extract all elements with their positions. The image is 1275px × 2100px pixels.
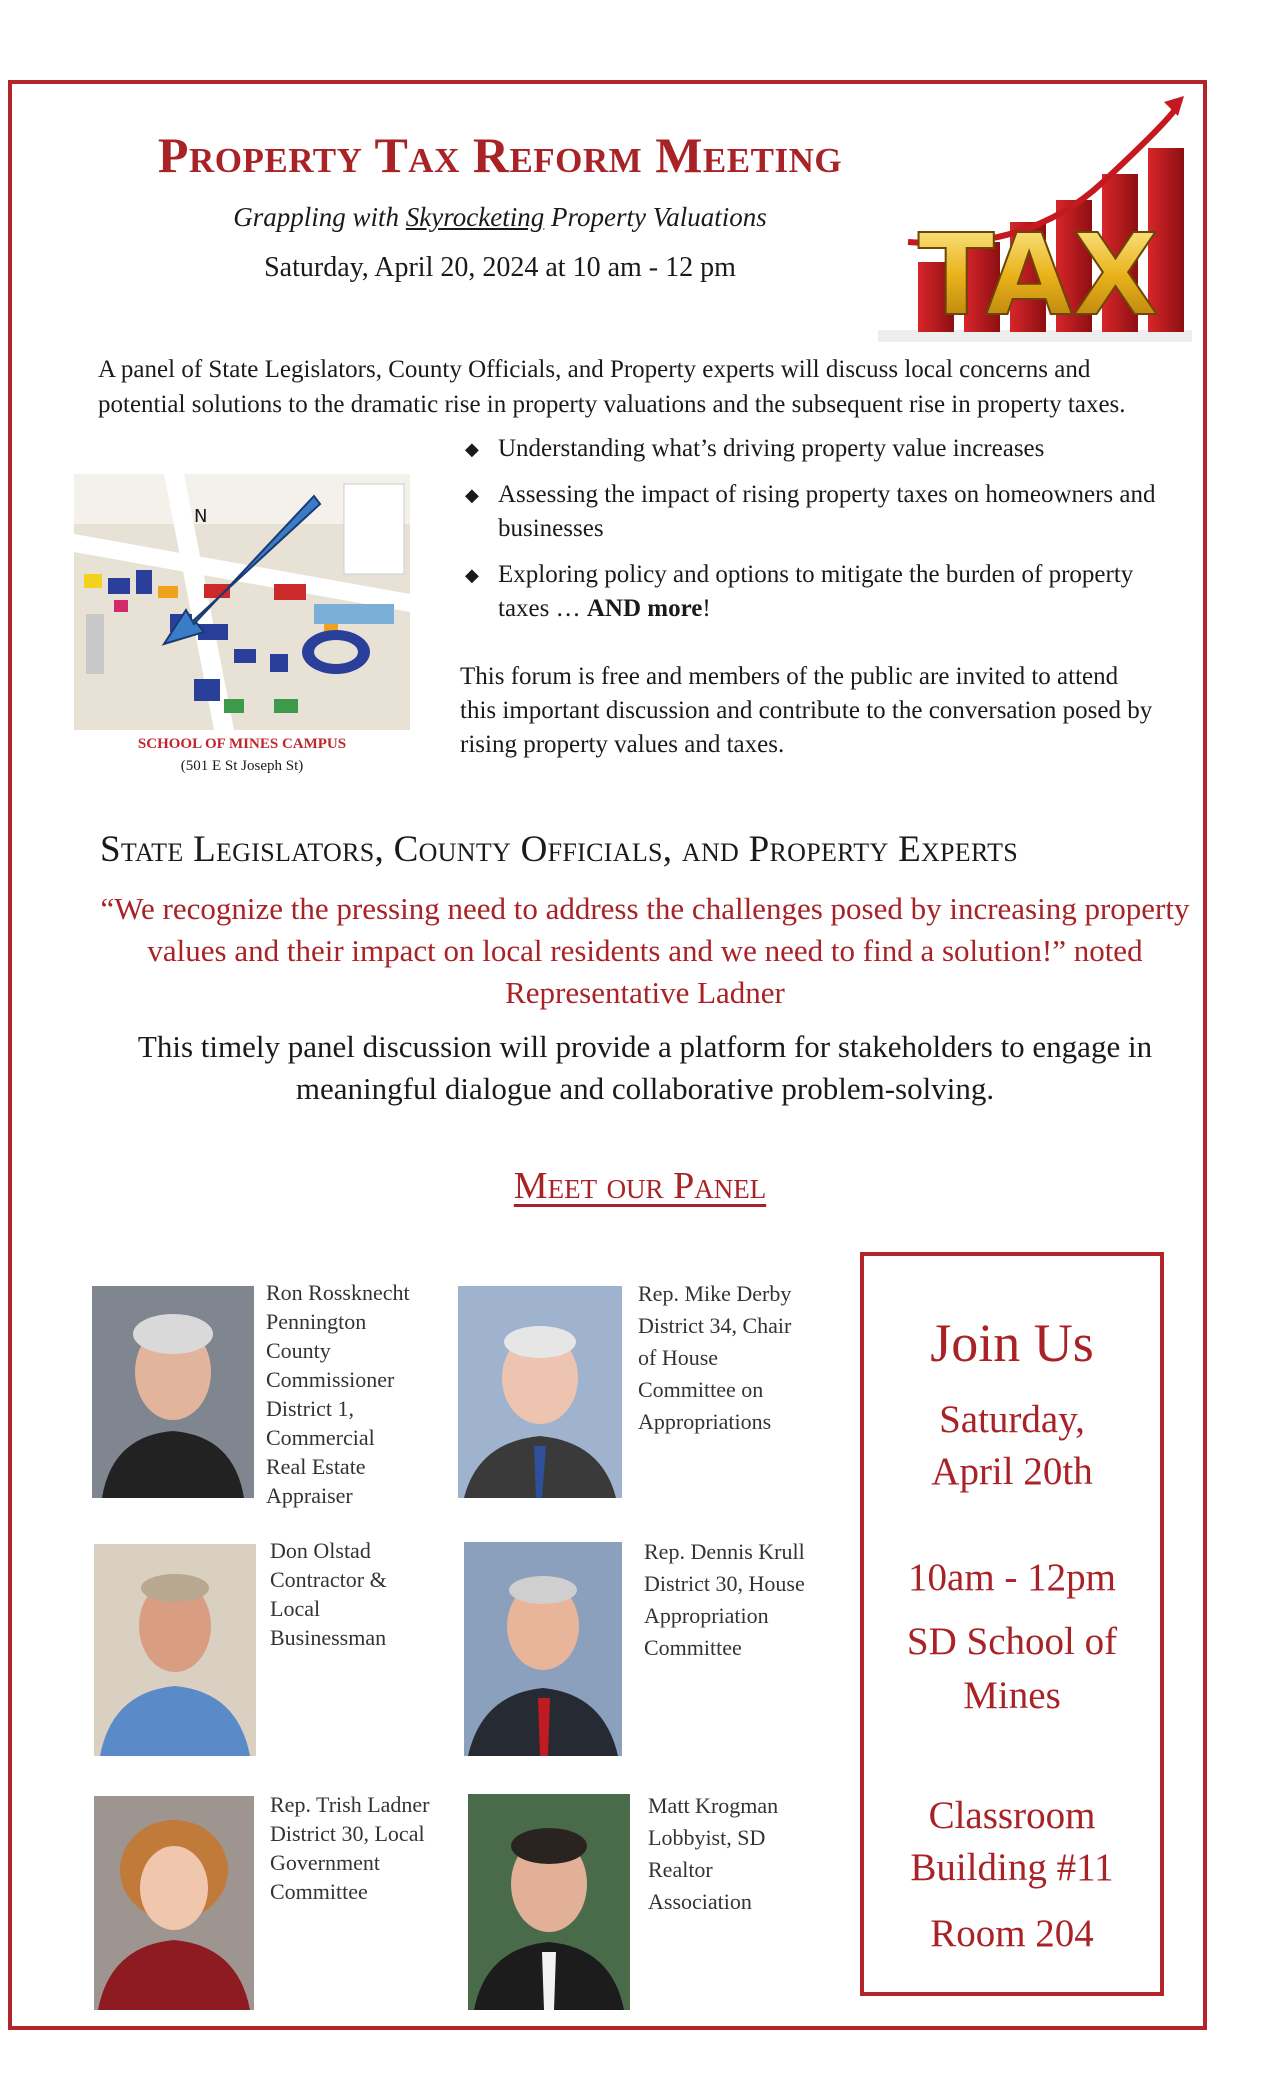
panelist-bio: Rep. Trish Ladner District 30, Local Government Committee [270, 1792, 430, 1904]
panelist-bio: Don Olstad Contractor & Local Businessman [270, 1538, 387, 1650]
campus-map-image [74, 474, 410, 730]
intro-paragraph: A panel of State Legislators, County Officials, and Property experts will discuss local concerns and potential solutions to the dramatic rise in property valuations and the subsequent rise in property taxes. [98, 356, 1126, 418]
panelist-bio: Rep. Dennis Krull District 30, House Appropriation Committee [644, 1539, 805, 1660]
event-datetime: Saturday, April 20, 2024 at 10 am - 12 pm [264, 252, 736, 283]
panelist-bio: Matt Krogman Lobbyist, SD Realtor Association [648, 1793, 779, 1914]
page-subtitle: Grappling with Skyrocketing Property Valuations [233, 202, 767, 232]
panel-heading: Meet our Panel [513, 1165, 767, 1207]
panelist-bio: Rep. Mike Derby District 34, Chair of House Committee on Appropriations [638, 1281, 792, 1434]
tax-logo-text: TAX [918, 211, 1159, 341]
join-time: 10am - 12pm [908, 1556, 1116, 1599]
join-room-number: Room 204 [930, 1912, 1094, 1955]
panelist-photo [468, 1794, 630, 2010]
diamond-bullet-icon: ◆ [465, 485, 479, 505]
panelist-photo [458, 1286, 622, 1498]
panelist-photo [464, 1542, 622, 1756]
join-room: Classroom [928, 1794, 1096, 1837]
section-heading: State Legislators, County Officials, and Property Experts [100, 829, 1019, 870]
diamond-bullet-icon: ◆ [465, 565, 479, 585]
and-more-text: AND more [586, 595, 703, 622]
join-date: April 20th [931, 1450, 1093, 1493]
tax-logo-image [878, 92, 1192, 342]
panelist-photo [94, 1796, 254, 2010]
subtitle-emphasis: Skyrocketing [405, 202, 545, 232]
panelist-photo [92, 1286, 254, 1498]
list-item: ◆ Exploring policy and options to mitigate the burden of property taxes … AND more! [460, 558, 1180, 626]
compass-north-label: N [194, 506, 208, 527]
join-day: Saturday, [939, 1398, 1085, 1441]
page-title: Property Tax Reform Meeting [157, 127, 843, 183]
panelist-bio: Ron Rossknecht Pennington County Commissioner District 1, Commercial Real Estate Appraiser [266, 1280, 410, 1508]
diamond-bullet-icon: ◆ [465, 439, 479, 459]
list-item: ◆ Understanding what’s driving property value increases [460, 432, 1180, 466]
join-heading: Join Us [930, 1313, 1094, 1373]
forum-paragraph: This forum is free and members of the public are invited to attend this important discussion and contribute to the conversation posed by rising property values and taxes. [460, 663, 1153, 758]
list-item: ◆ Assessing the impact of rising property taxes on homeowners and businesses [460, 478, 1180, 546]
topic-list [460, 432, 1180, 638]
panelist-photo [94, 1544, 256, 1756]
join-building: Building #11 [910, 1846, 1114, 1889]
map-address: (501 E St Joseph St) [180, 758, 304, 774]
join-venue-2: Mines [963, 1674, 1061, 1717]
timely-paragraph: This timely panel discussion will provide a platform for stakeholders to engage in meaningful dialogue and collaborative problem-solving. [137, 1029, 1153, 1106]
map-caption: SCHOOL OF MINES CAMPUS [137, 736, 347, 752]
join-us-box [860, 1252, 1164, 1996]
quote-text: “We recognize the pressing need to address the challenges posed by increasing property values and their impact on local residents and we need to find a solution!” noted Representative Ladner [100, 891, 1190, 1010]
join-venue: SD School of [906, 1620, 1118, 1663]
